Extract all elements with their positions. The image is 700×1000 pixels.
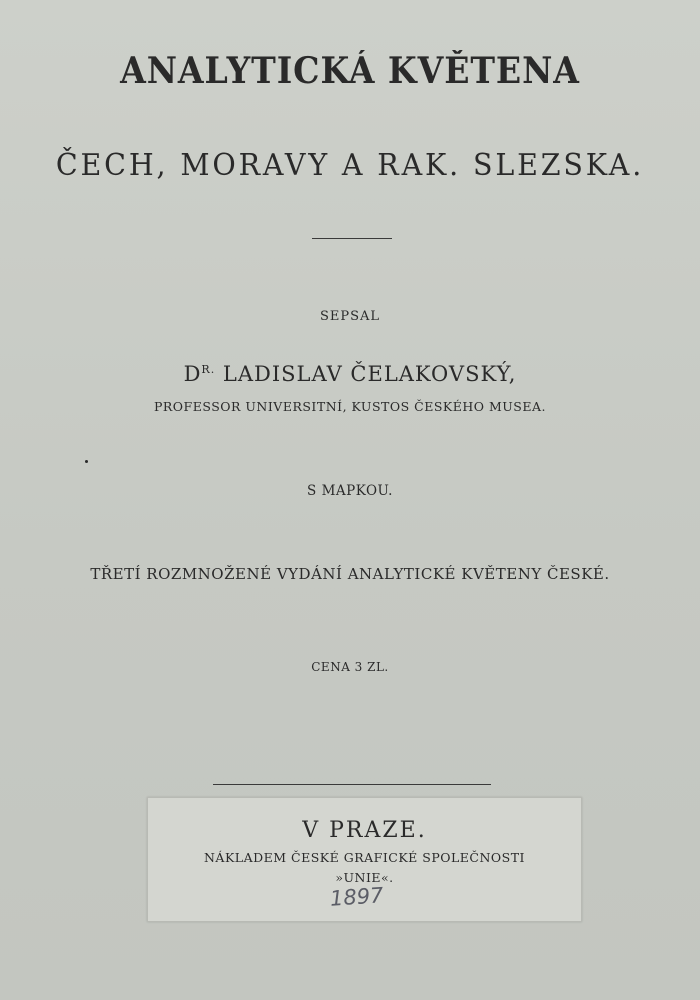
publisher: NÁKLADEM ČESKÉ GRAFICKÉ SPOLEČNOSTI [203, 850, 525, 865]
price-line: CENA 3 ZL. [311, 660, 389, 674]
edition-line: TŘETÍ ROZMNOŽENÉ VYDÁNÍ ANALYTICKÉ KVĚTENY ČESKÉ. [90, 565, 610, 583]
author-line [0, 362, 700, 386]
publisher-name: »UNIE«. [335, 870, 394, 885]
title-line-1: ANALYTICKÁ KVĚTENA [120, 50, 580, 92]
handwritten-year: 1897 [329, 883, 385, 911]
author-prefix: $D^{R.}$ [183, 362, 216, 386]
long-divider [213, 784, 491, 785]
author-role: PROFESSOR UNIVERSITNÍ, KUSTOS ČESKÉHO MUSEA. [153, 399, 546, 414]
short-divider [312, 238, 392, 239]
title-line-2: ČECH, MORAVY A RAK. SLEZSKA. [55, 148, 645, 183]
author-name: LADISLAV ČELAKOVSKÝ, [222, 362, 517, 386]
sepsal-label: SEPSAL [319, 309, 381, 324]
city: V PRAZE. [302, 818, 427, 843]
ink-dot [85, 460, 88, 463]
map-note: S MAPKOU. [307, 483, 393, 499]
publisher-label [147, 797, 582, 922]
